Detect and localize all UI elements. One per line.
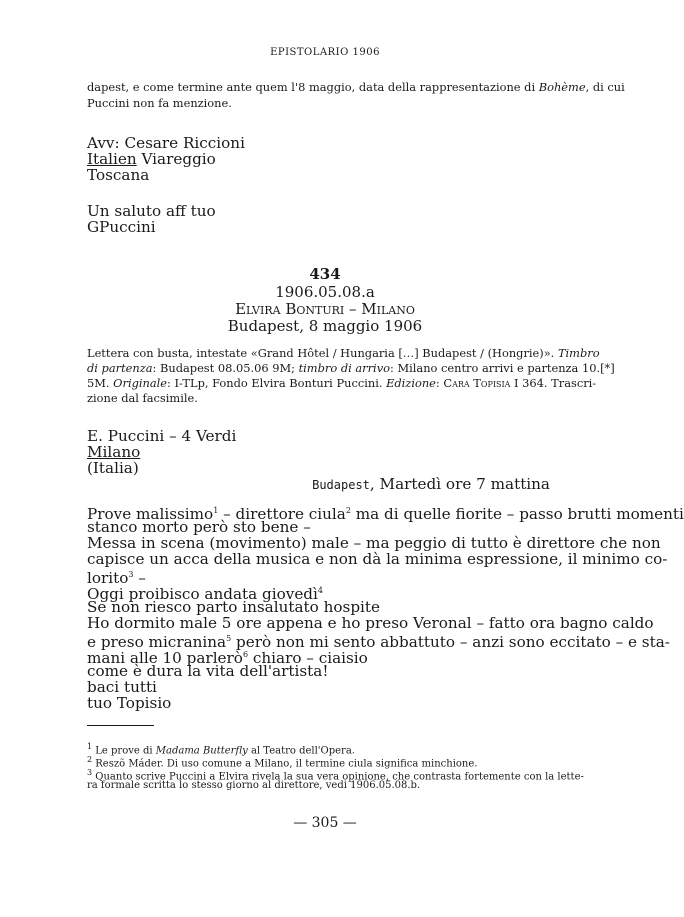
description-term: di partenza bbox=[87, 361, 153, 375]
closing-line: Un saluto aff tuo bbox=[87, 202, 216, 220]
body-text: e preso micranina bbox=[87, 633, 227, 652]
body-text: chiaro – ciaisio bbox=[248, 649, 368, 668]
description-line-3 bbox=[87, 376, 596, 392]
footnote-text: Reszõ Máder. Di uso comune a Milano, il termine ciula significa minchione. bbox=[92, 758, 478, 770]
letter-date: 1906.05.08.a bbox=[275, 283, 375, 301]
address-line: Toscana bbox=[87, 166, 150, 184]
footnote-ref[interactable]: 6 bbox=[242, 650, 249, 659]
description-line-1 bbox=[87, 346, 600, 362]
description-text: Lettera con busta, intestate «Grand Hôtel / Hungaria […] Budapest / (Hongrie)». bbox=[87, 346, 558, 360]
body-line: tuo Topisio bbox=[87, 694, 172, 712]
body-text: Prove malissimo bbox=[87, 505, 214, 524]
description-term: Originale bbox=[113, 376, 168, 390]
body-line: come è dura la vita dell'artista! bbox=[87, 662, 329, 680]
dateline-time: , Martedì ore 7 mattina bbox=[369, 475, 550, 493]
running-header: EPISTOLARIO 1906 bbox=[270, 47, 380, 58]
footnote-opera-title: Madama Butterfly bbox=[155, 745, 248, 757]
page-number: — 305 — bbox=[293, 815, 357, 831]
address-city: Viareggio bbox=[136, 150, 216, 168]
dateline bbox=[312, 476, 550, 493]
intro-line-1 bbox=[87, 80, 625, 96]
description-term: Edizione bbox=[386, 376, 436, 390]
body-text: Oggi proibisco andata giovedì bbox=[87, 585, 318, 604]
footnote-number: 1 bbox=[87, 742, 93, 751]
footnote-ref[interactable]: 1 bbox=[213, 506, 219, 515]
footnote-number: 2 bbox=[87, 755, 93, 764]
body-text: ma di quelle fiorite – passo brutti momenti bbox=[350, 505, 684, 524]
letter-place-date: Budapest, 8 maggio 1906 bbox=[227, 317, 423, 335]
address-line bbox=[87, 151, 216, 167]
body-line: Se non riesco parto insalutato hospite bbox=[87, 598, 380, 616]
signature: GPuccini bbox=[87, 218, 156, 236]
footnote-text: Le prove di bbox=[92, 745, 156, 757]
body-text: – bbox=[133, 569, 146, 588]
body-line: capisce un acca della musica e non dà la minima espressione, il minimo co- bbox=[87, 550, 668, 568]
address-country: (Italia) bbox=[87, 459, 139, 477]
footnote-ref[interactable]: 3 bbox=[128, 570, 134, 579]
body-line: Messa in scena (movimento) male – ma peggio di tutto è direttore che non bbox=[87, 534, 661, 552]
body-line: stanco morto però sto bene – bbox=[87, 518, 311, 536]
footnote-3-cont: ra formale scritta lo stesso giorno al direttore, vedi 1906.05.08.b. bbox=[87, 780, 421, 791]
description-text: 5M. bbox=[87, 376, 114, 390]
body-text: – direttore ciula bbox=[218, 505, 346, 524]
letter-recipient: Elvira Bonturi – Milano bbox=[235, 300, 415, 318]
intro-opera-title: Bohème bbox=[538, 80, 586, 94]
footnote-ref[interactable]: 5 bbox=[226, 634, 232, 643]
footnote-ref[interactable]: 2 bbox=[345, 506, 351, 515]
address-line: E. Puccini – 4 Verdi bbox=[87, 427, 237, 445]
letter-number: 434 bbox=[309, 265, 341, 283]
intro-line-2: Puccini non fa menzione. bbox=[87, 96, 232, 110]
description-term: timbro di arrivo bbox=[298, 361, 390, 375]
description-text: : I-TLp, Fondo Elvira Bonturi Puccini. bbox=[167, 376, 387, 390]
footnote-separator bbox=[87, 725, 154, 726]
intro-text: dapest, e come termine ante quem l'8 maggio, data della rappresentazione di bbox=[87, 80, 539, 94]
intro-text: , di cui bbox=[585, 80, 625, 94]
body-line: Ho dormito male 5 ore appena e ho preso Veronal – fatto ora bagno caldo bbox=[87, 614, 654, 632]
description-text: I 364. Trascri- bbox=[510, 376, 597, 390]
dateline-place: Budapest bbox=[312, 478, 370, 492]
description-line-2 bbox=[87, 361, 615, 377]
footnote-text: Quanto scrive Puccini a Elvira rivela la sua vera opinione, che contrasta fortemente con la lette- bbox=[92, 771, 584, 783]
body-text: mani alle 10 parlerò bbox=[87, 649, 243, 668]
footnote-text: al Teatro dell'Opera. bbox=[247, 745, 355, 757]
body-line: baci tutti bbox=[87, 678, 157, 696]
description-text: : Milano centro arrivi e partenza 10.[*] bbox=[390, 361, 615, 375]
footnote-ref[interactable]: 4 bbox=[317, 586, 323, 595]
address-country: Italien bbox=[87, 150, 137, 168]
footnote-number: 3 bbox=[87, 768, 93, 777]
description-edition: Cara Topisia bbox=[443, 376, 511, 390]
description-line-4: zione dal facsimile. bbox=[87, 391, 198, 405]
description-text: : Budapest 08.05.06 9M; bbox=[152, 361, 299, 375]
body-text: però non mi sento abbattuto – anzi sono eccitato – e sta- bbox=[231, 633, 670, 652]
body-text: lorito bbox=[87, 569, 129, 588]
address-city: Milano bbox=[87, 443, 141, 461]
description-term: Timbro bbox=[557, 346, 600, 360]
description-text: : bbox=[435, 376, 444, 390]
address-line: Avv: Cesare Riccioni bbox=[87, 134, 245, 152]
